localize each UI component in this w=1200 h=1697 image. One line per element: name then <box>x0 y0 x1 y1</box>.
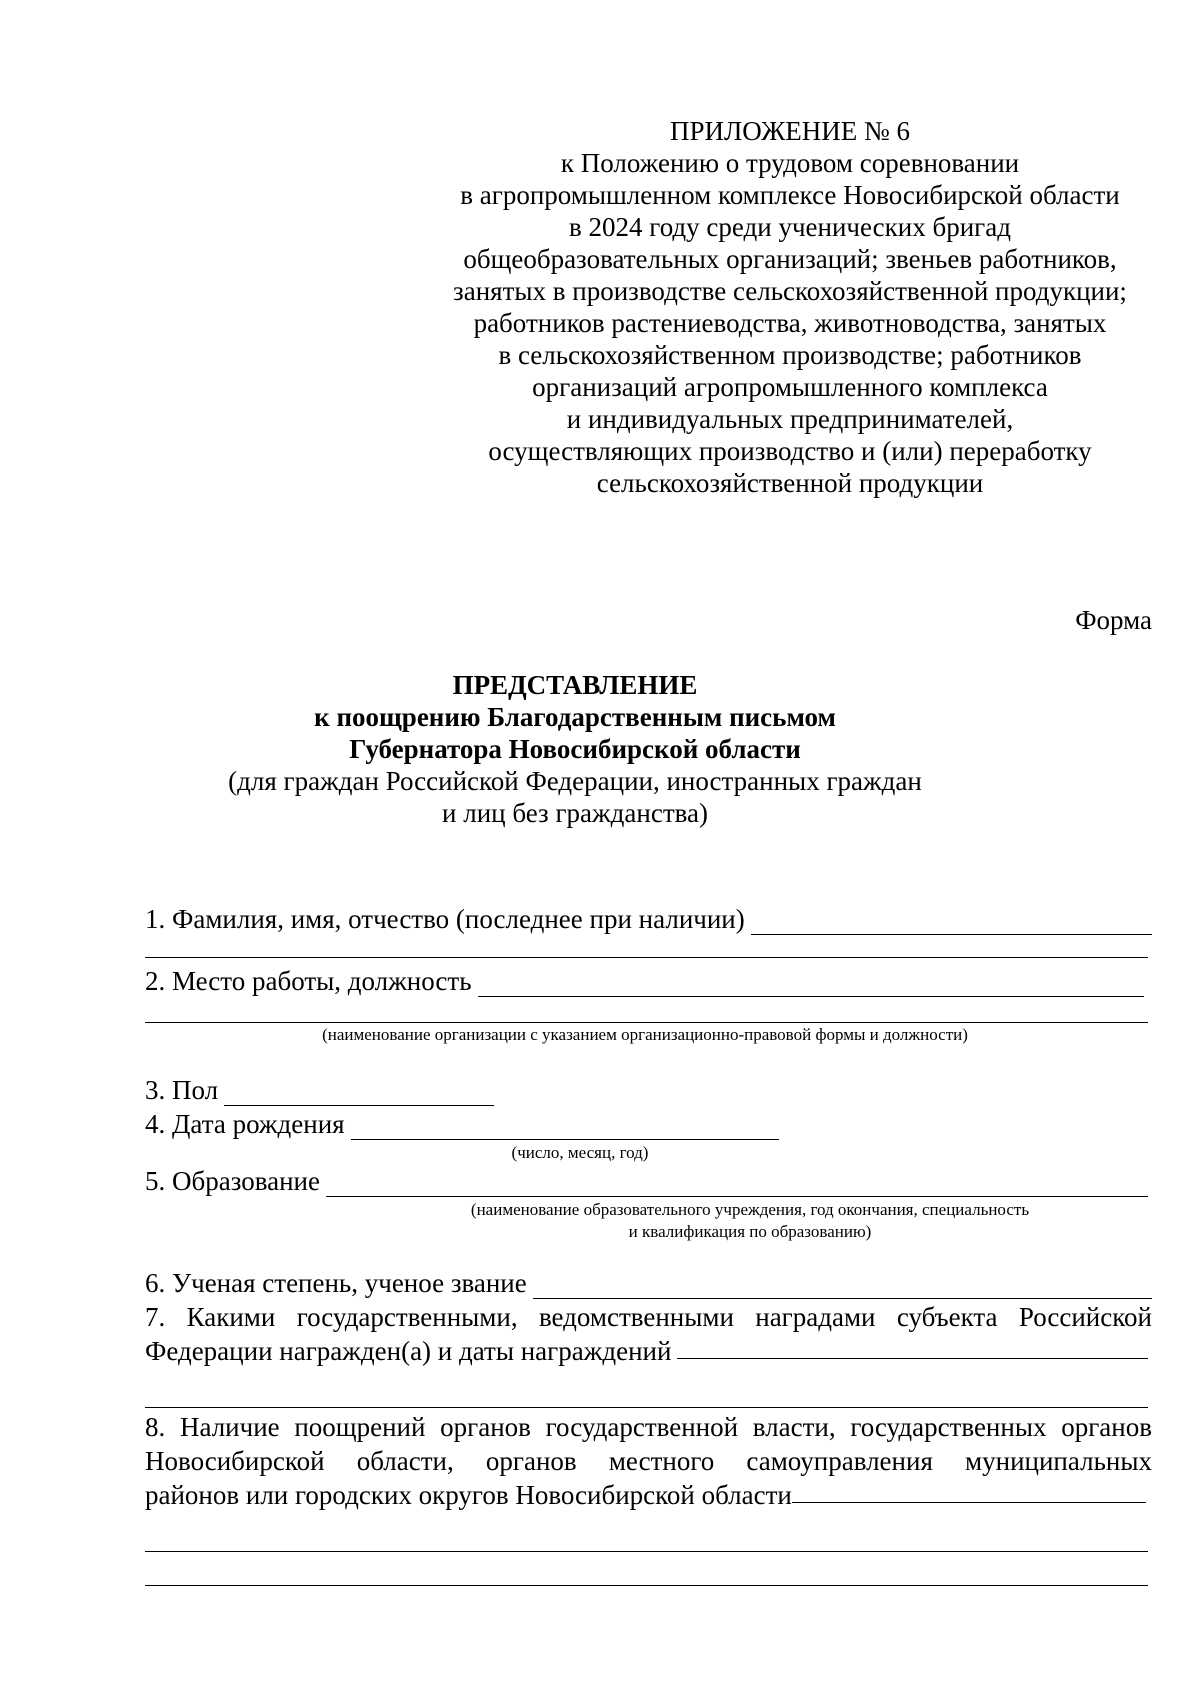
field-label: 5. Образование <box>145 1166 320 1196</box>
document-title <box>145 669 1005 829</box>
appendix-line: сельскохозяйственной продукции <box>596 468 984 498</box>
word: местного <box>608 1446 715 1476</box>
field-label: 1. Фамилия, имя, отчество (последнее при наличии) <box>145 904 745 934</box>
word: муниципальных <box>965 1446 1152 1476</box>
appendix-line: в агропромышленном комплексе Новосибирской области <box>460 180 1120 210</box>
word: Новосибирской <box>145 1446 325 1476</box>
field-label: районов или городских округов Новосибирской области <box>145 1480 792 1510</box>
word: Какими <box>186 1302 276 1332</box>
education-hint: и квалификация по образованию) <box>628 1222 872 1241</box>
field-label: 4. Дата рождения <box>145 1109 345 1139</box>
word: области, <box>356 1446 454 1476</box>
appendix-line: общеобразовательных организаций; звеньев работников, <box>463 244 1117 274</box>
word: государственными, <box>296 1302 518 1332</box>
full-name-blank[interactable] <box>751 912 1152 935</box>
word: государственной <box>545 1412 739 1442</box>
word: наградами <box>755 1302 876 1332</box>
word: субъекта <box>896 1302 998 1332</box>
workplace-blank-line[interactable] <box>145 1022 1148 1023</box>
birth-date-blank[interactable] <box>351 1117 779 1140</box>
field-birth-date <box>145 1108 779 1140</box>
word: органов <box>1061 1412 1152 1442</box>
encouragements-line-3 <box>145 1478 1152 1512</box>
word: Российской <box>1018 1302 1152 1332</box>
appendix-line: занятых в производстве сельскохозяйственной продукции; <box>453 276 1127 306</box>
word: Наличие <box>179 1412 280 1442</box>
birth-date-hint: (число, месяц, год) <box>511 1143 649 1162</box>
field-label: 3. Пол <box>145 1075 219 1105</box>
subtitle-line: (для граждан Российской Федерации, иностранных граждан <box>228 766 922 796</box>
appendix-line: в 2024 году среди ученических бригад <box>569 212 1011 242</box>
word: власти, <box>752 1412 836 1442</box>
appendix-line: ПРИЛОЖЕНИЕ № 6 <box>669 116 911 146</box>
word: государственных <box>850 1412 1047 1442</box>
degree-blank[interactable] <box>533 1276 1152 1299</box>
title-line: к поощрению Благодарственным письмом <box>314 702 836 732</box>
education-blank[interactable] <box>326 1174 1148 1197</box>
awards-blank-line[interactable] <box>145 1407 1148 1408</box>
appendix-header <box>420 115 1160 499</box>
field-encouragements <box>145 1410 1152 1512</box>
appendix-line: осуществляющих производство и (или) переработку <box>488 436 1092 466</box>
encouragements-blank-line[interactable] <box>145 1551 1148 1552</box>
field-degree <box>145 1267 1152 1299</box>
workplace-blank[interactable] <box>478 974 1144 997</box>
gender-blank[interactable] <box>224 1083 494 1106</box>
encouragements-line-2 <box>145 1444 1152 1478</box>
field-education <box>145 1165 1148 1197</box>
field-full-name <box>145 903 1152 935</box>
appendix-line: работников растениеводства, животноводства, занятых <box>473 308 1107 338</box>
word: 7. <box>145 1302 166 1332</box>
word: органов <box>440 1412 531 1442</box>
word: ведомственными <box>538 1302 734 1332</box>
field-label: 6. Ученая степень, ученое звание <box>145 1268 527 1298</box>
subtitle-line: и лиц без гражданства) <box>442 798 708 828</box>
appendix-line: к Положению о трудовом соревновании <box>560 148 1020 178</box>
encouragements-line-1 <box>145 1410 1152 1444</box>
field-awards <box>145 1300 1152 1368</box>
word: органов <box>485 1446 577 1476</box>
field-label: 2. Место работы, должность <box>145 966 472 996</box>
word: 8. <box>145 1412 166 1442</box>
field-gender <box>145 1074 494 1106</box>
encouragements-blank-line[interactable] <box>145 1585 1148 1586</box>
form-label: Форма <box>1075 605 1152 635</box>
awards-line-2 <box>145 1334 1152 1368</box>
education-hint: (наименование образовательного учреждения, год окончания, специальность <box>470 1200 1030 1219</box>
word: поощрений <box>294 1412 426 1442</box>
encouragements-blank[interactable] <box>792 1478 1146 1503</box>
field-label: Федерации награжден(а) и даты награждений <box>145 1336 672 1366</box>
title-line: ПРЕДСТАВЛЕНИЕ <box>452 670 698 700</box>
workplace-hint: (наименование организации с указанием организационно-правовой формы и должности) <box>322 1025 968 1044</box>
appendix-line: и индивидуальных предпринимателей, <box>566 404 1014 434</box>
awards-line-1 <box>145 1300 1152 1334</box>
appendix-line: в сельскохозяйственном производстве; работников <box>498 340 1082 370</box>
field-workplace <box>145 965 1152 997</box>
title-line: Губернатора Новосибирской области <box>349 734 801 764</box>
full-name-blank-line[interactable] <box>145 957 1148 958</box>
word: самоуправления <box>746 1446 933 1476</box>
appendix-line: организаций агропромышленного комплекса <box>532 372 1048 402</box>
awards-blank[interactable] <box>677 1334 1148 1359</box>
